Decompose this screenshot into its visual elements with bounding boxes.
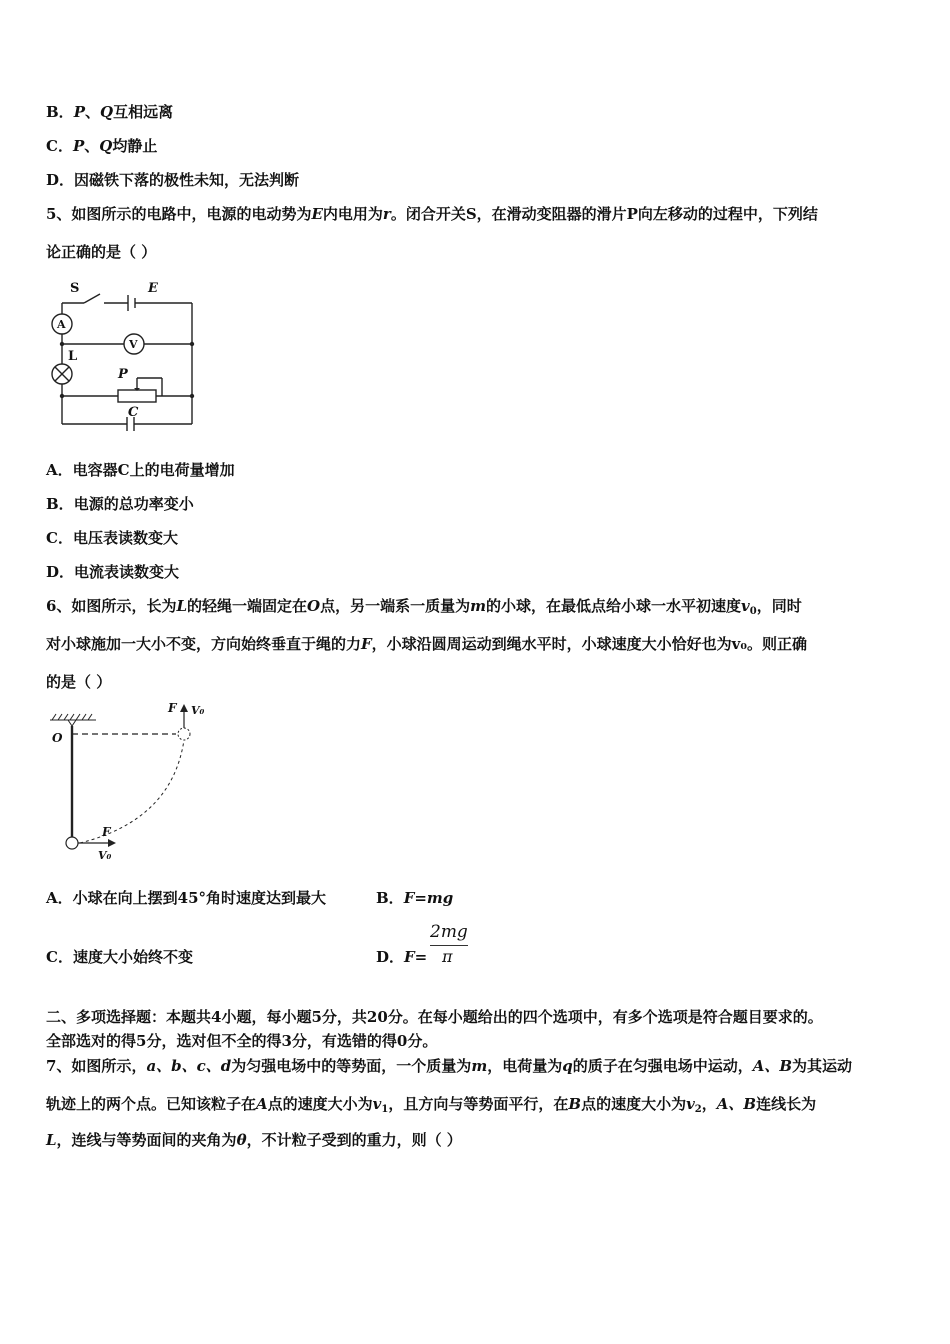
q4-option-d: D．因磁铁下落的极性未知，无法判断 [46, 171, 300, 189]
fraction-denominator: π [442, 947, 453, 966]
q4-option-b: B．P、Q互相远离 [46, 103, 174, 121]
q6-option-d: D．F= [376, 948, 428, 966]
slider-label: P [118, 367, 128, 382]
q6-stem-line2: 对小球施加一大小不变，方向始终垂直于绳的力F，小球沿圆周运动到绳水平时，小球速度大小恰好也为v₀。则正确 [46, 635, 807, 653]
capacitor-label: C [128, 405, 139, 420]
q6-stem-line1: 6、如图所示，长为L的轻绳一端固定在O点，另一端系一质量为m的小球，在最低点给小球一水平初速度$v_0$，同时 [46, 597, 802, 617]
q7-stem-line1: 7、如图所示，a、b、c、d为匀强电场中的等势面，一个质量为m，电荷量为q的质子在匀强电场中运动，A、B为其运动 [46, 1057, 853, 1075]
q5-stem-line2: 论正确的是（ ） [46, 243, 157, 261]
section2-header-line1: 二、多项选择题：本题共4小题，每小题5分，共20分。在每小题给出的四个选项中，有多个选项是符合题目要求的。 [46, 1008, 823, 1026]
q7-stem-line2: 轨迹上的两个点。已知该粒子在A点的速度大小为$v_1$，且方向与等势面平行，在B点的速度大小为$v_2$，A、B连线长为 [46, 1095, 817, 1115]
lamp-label: L [68, 349, 78, 364]
q5-option-b: B．电源的总功率变小 [46, 495, 194, 513]
q5-stem-line1: 5、如图所示的电路中，电源的电动势为E内电用为r。闭合开关S，在滑动变阻器的滑片P向左移动的过程中，下列结 [46, 205, 818, 223]
q5-option-c: C．电压表读数变大 [46, 529, 178, 547]
voltmeter-label: V [129, 338, 138, 351]
fraction-bar [430, 945, 468, 946]
q6-option-c: C．速度大小始终不变 [46, 948, 193, 966]
fraction-numerator: 2mg [430, 922, 468, 942]
q4-option-c: C．P、Q均静止 [46, 137, 158, 155]
emf-label: E [148, 281, 158, 296]
switch-label: S [70, 281, 80, 296]
force-top-label: F [168, 701, 177, 715]
q7-stem-line3: L，连线与等势面间的夹角为θ，不计粒子受到的重力，则（ ） [46, 1131, 462, 1149]
section2-header-line2: 全部选对的得5分，选对但不全的得3分，有选错的得0分。 [46, 1032, 438, 1050]
q6-stem-line3: 的是（ ） [46, 673, 112, 691]
ammeter-label: A [57, 318, 66, 331]
q6-option-a: A．小球在向上摆到45°角时速度达到最大 [46, 889, 327, 907]
q6-pendulum-diagram [44, 700, 224, 870]
q5-option-d: D．电流表读数变大 [46, 563, 180, 581]
velocity-top-label: V₀ [191, 704, 205, 717]
q5-option-a: A．电容器C上的电荷量增加 [46, 461, 235, 479]
q5-circuit-diagram [44, 278, 204, 438]
q6-option-b: B．F=mg [376, 889, 454, 907]
force-bottom-label: F [102, 825, 111, 839]
pivot-label: O [52, 731, 63, 745]
velocity-bottom-label: V₀ [98, 849, 112, 862]
